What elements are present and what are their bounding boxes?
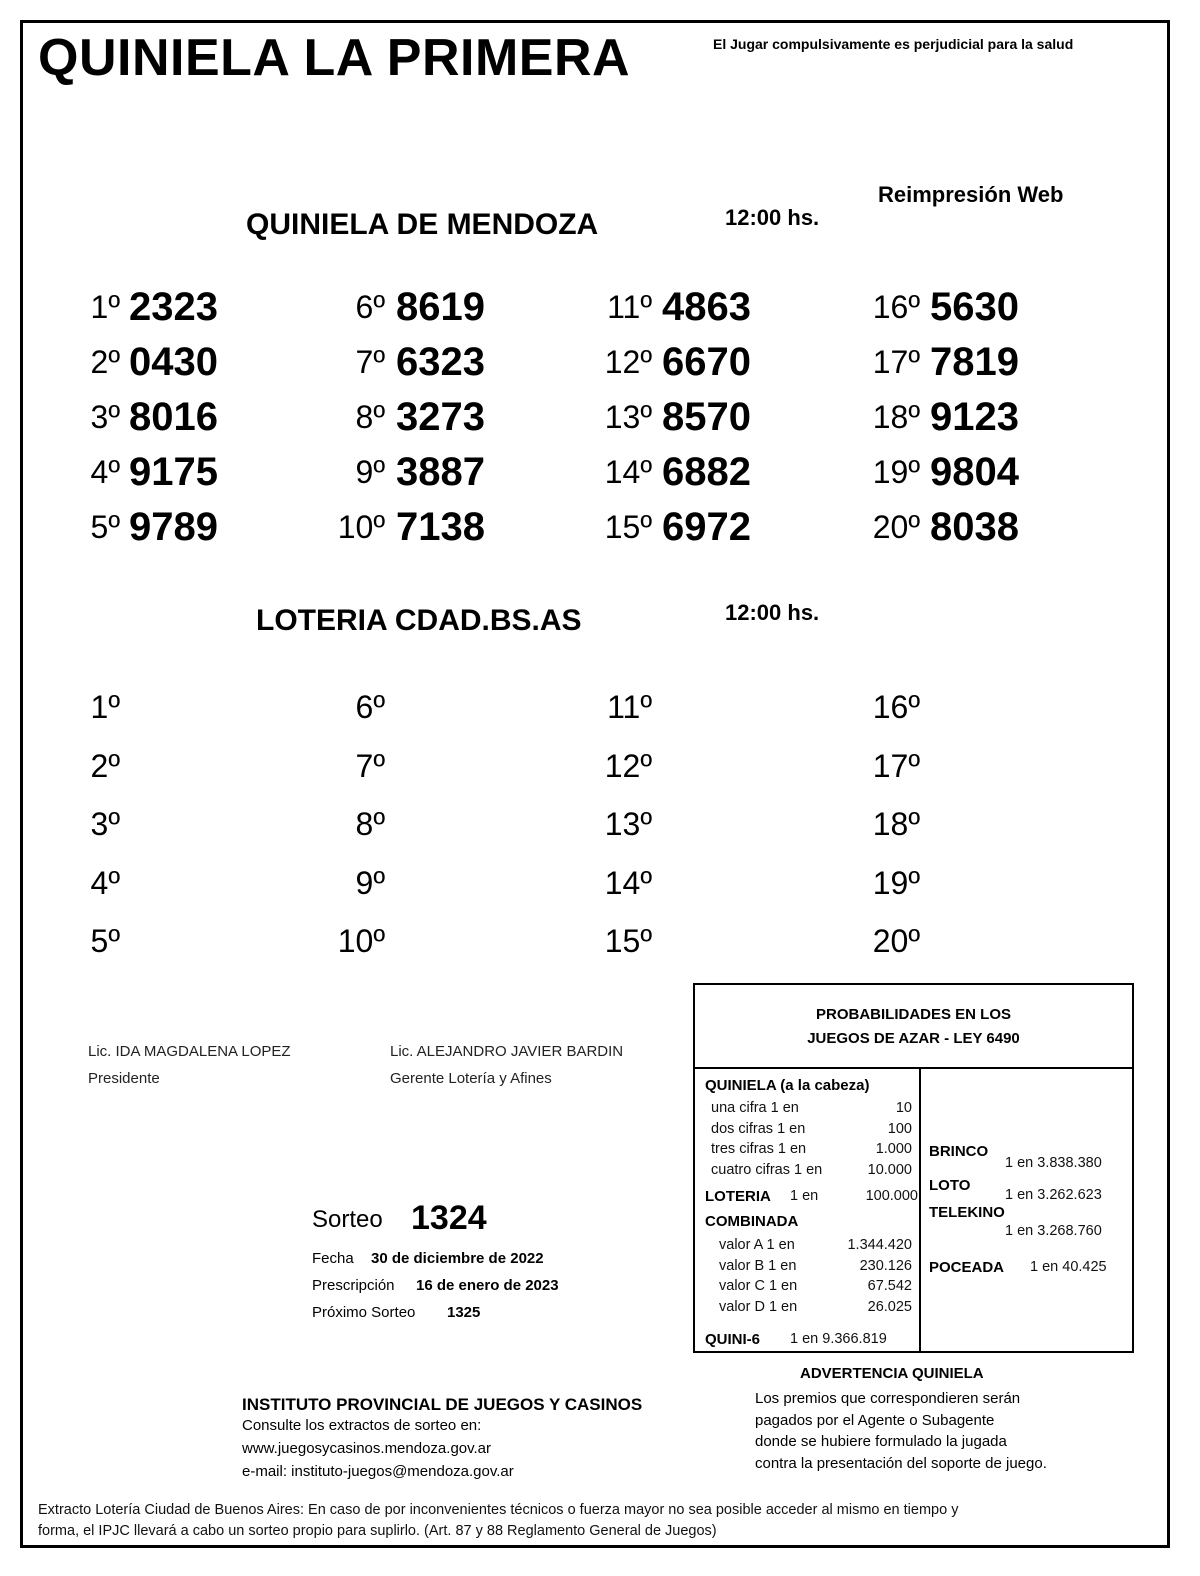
combinada-odds-row-label: valor C 1 en — [719, 1278, 798, 1294]
institute-email: e-mail: instituto-juegos@mendoza.gov.ar — [242, 1463, 514, 1480]
combinada-odds-row-label: valor B 1 en — [719, 1257, 797, 1274]
advertencia-line: contra la presentación del soporte de juego. — [755, 1454, 1047, 1472]
signature-right-name: Lic. ALEJANDRO JAVIER BARDIN — [390, 1043, 624, 1060]
loteria-odds-value: 100.000 — [865, 1188, 918, 1204]
mendoza-result-number: 0430 — [129, 340, 218, 384]
quiniela-odds-row-value: 1.000 — [875, 1141, 912, 1157]
loteria-position: 2º — [90, 747, 120, 784]
loto-odds-label: LOTO — [929, 1177, 971, 1194]
mendoza-position: 18º — [872, 399, 920, 435]
loteria-title: LOTERIA CDAD.BS.AS — [256, 604, 582, 637]
probabilities-divider — [693, 1067, 1134, 1069]
signature-right-role: Gerente Lotería y Afines — [390, 1070, 552, 1087]
signature-left-name: Lic. IDA MAGDALENA LOPEZ — [88, 1043, 291, 1060]
draw-expiry-label: Prescripción — [312, 1277, 395, 1294]
quiniela-odds-row-label: una cifra 1 en — [711, 1100, 799, 1116]
telekino-odds-value: 1 en 3.268.760 — [1005, 1223, 1102, 1239]
mendoza-result-number: 6972 — [662, 505, 751, 549]
mendoza-result-number: 2323 — [129, 285, 218, 329]
draw-expiry: 16 de enero de 2023 — [416, 1277, 559, 1294]
mendoza-result-number: 7138 — [396, 505, 485, 549]
footer-note-2: forma, el IPJC llevará a cabo un sorteo propio para suplirlo. (Art. 87 y 88 Reglamento General de Juegos) — [38, 1523, 717, 1539]
loteria-position: 8º — [355, 806, 385, 842]
combinada-odds-row-value: 1.344.420 — [847, 1237, 912, 1253]
poceada-odds-value: 1 en 40.425 — [1030, 1259, 1107, 1275]
mendoza-result-number: 4863 — [662, 285, 751, 329]
combinada-odds-row-value: 26.025 — [867, 1298, 912, 1315]
quini6-odds-value: 1 en 9.366.819 — [790, 1331, 887, 1347]
loteria-odds-label: LOTERIA — [705, 1188, 771, 1205]
advertencia-line: donde se hubiere formulado la jugada — [755, 1433, 1007, 1450]
institute-website: www.juegosycasinos.mendoza.gov.ar — [242, 1440, 492, 1457]
loteria-position: 10º — [337, 923, 385, 959]
probabilities-column-divider — [919, 1067, 921, 1353]
mendoza-result-number: 9175 — [129, 450, 218, 494]
mendoza-result-number: 3887 — [396, 450, 485, 494]
probabilities-title-2: JUEGOS DE AZAR - LEY 6490 — [807, 1030, 1020, 1047]
mendoza-result-number: 6670 — [662, 340, 751, 384]
quiniela-odds-row-value: 10.000 — [867, 1161, 912, 1178]
page-title: QUINIELA LA PRIMERA — [38, 29, 631, 87]
footer-note-1: Extracto Lotería Ciudad de Buenos Aires: En caso de por inconvenientes técnicos o fuerza mayor no sea posible acceder al mismo en tiempo y — [38, 1502, 959, 1518]
mendoza-result-number: 8038 — [930, 505, 1019, 549]
mendoza-result-number: 7819 — [930, 340, 1019, 384]
combinada-odds-row-value: 67.542 — [867, 1278, 912, 1294]
quiniela-odds-row-value: 100 — [887, 1120, 912, 1137]
mendoza-position: 20º — [872, 509, 920, 545]
loto-odds-value: 1 en 3.262.623 — [1005, 1187, 1102, 1203]
mendoza-position: 17º — [872, 344, 920, 380]
mendoza-result-number: 8619 — [396, 285, 485, 329]
mendoza-position: 6º — [355, 289, 385, 325]
advertencia-title: ADVERTENCIA QUINIELA — [800, 1365, 984, 1382]
mendoza-position: 19º — [872, 454, 920, 490]
quiniela-odds-row-value: 10 — [895, 1100, 912, 1116]
mendoza-position: 15º — [604, 509, 652, 545]
mendoza-position: 14º — [604, 454, 652, 490]
mendoza-hour: 12:00 hs. — [725, 205, 820, 230]
loteria-position: 6º — [355, 689, 385, 725]
mendoza-position: 10º — [337, 509, 385, 545]
mendoza-position: 8º — [355, 399, 385, 435]
loteria-position: 16º — [872, 689, 920, 725]
mendoza-position: 1º — [90, 289, 120, 325]
loteria-position: 19º — [872, 864, 920, 901]
combinada-odds-row-label: valor A 1 en — [719, 1237, 795, 1253]
loteria-position: 11º — [607, 689, 652, 725]
loteria-hour: 12:00 hs. — [725, 600, 820, 625]
loteria-position: 12º — [604, 747, 652, 784]
loteria-position: 15º — [604, 923, 652, 959]
mendoza-position: 7º — [355, 344, 385, 380]
loteria-position: 14º — [604, 864, 652, 901]
health-warning: El Jugar compulsivamente es perjudicial para la salud — [713, 36, 1074, 52]
next-draw-number: 1325 — [447, 1304, 481, 1321]
mendoza-position: 11º — [607, 289, 652, 325]
mendoza-result-number: 5630 — [930, 285, 1019, 329]
quiniela-odds-row-label: dos cifras 1 en — [711, 1120, 806, 1137]
loteria-position: 7º — [355, 747, 385, 784]
institute-consult: Consulte los extractos de sorteo en: — [242, 1417, 482, 1434]
loteria-position: 5º — [90, 923, 120, 959]
mendoza-position: 12º — [604, 344, 652, 380]
quiniela-odds-row-label: cuatro cifras 1 en — [711, 1161, 823, 1178]
draw-number: 1324 — [411, 1199, 487, 1237]
combinada-odds-row-label: valor D 1 en — [719, 1298, 798, 1315]
mendoza-position: 16º — [872, 289, 920, 325]
mendoza-result-number: 9789 — [129, 505, 218, 549]
combinada-odds-label: COMBINADA — [705, 1213, 799, 1230]
mendoza-position: 9º — [355, 454, 385, 490]
mendoza-position: 4º — [90, 454, 120, 490]
mendoza-position: 3º — [90, 399, 120, 435]
signature-left-role: Presidente — [88, 1070, 160, 1087]
reprint-label: Reimpresión Web — [878, 182, 1064, 207]
draw-label: Sorteo — [312, 1206, 383, 1233]
institute-name: INSTITUTO PROVINCIAL DE JUEGOS Y CASINOS — [242, 1395, 643, 1414]
advertencia-line: Los premios que correspondieren serán — [755, 1390, 1021, 1407]
loteria-position: 1º — [90, 689, 120, 725]
mendoza-result-number: 9804 — [930, 450, 1019, 494]
loteria-position: 4º — [90, 864, 120, 901]
next-draw-label: Próximo Sorteo — [312, 1304, 416, 1321]
mendoza-position: 13º — [604, 399, 652, 435]
mendoza-title: QUINIELA DE MENDOZA — [246, 208, 599, 241]
telekino-odds-label: TELEKINO — [929, 1204, 1005, 1221]
loteria-position: 13º — [604, 806, 652, 842]
quini6-odds-label: QUINI-6 — [705, 1331, 761, 1348]
loteria-position: 18º — [872, 806, 920, 842]
mendoza-result-number: 9123 — [930, 395, 1019, 439]
mendoza-result-number: 3273 — [396, 395, 485, 439]
brinco-odds-value: 1 en 3.838.380 — [1005, 1155, 1102, 1171]
quiniela-odds-label: QUINIELA (a la cabeza) — [705, 1077, 870, 1094]
loteria-odds-text: 1 en — [790, 1188, 819, 1204]
loteria-position: 17º — [872, 747, 920, 784]
probabilities-title-1: PROBABILIDADES EN LOS — [815, 1006, 1011, 1023]
mendoza-result-number: 6882 — [662, 450, 751, 494]
poceada-odds-label: POCEADA — [929, 1259, 1005, 1276]
mendoza-result-number: 8016 — [129, 395, 218, 439]
loteria-position: 9º — [355, 864, 385, 901]
advertencia-line: pagados por el Agente o Subagente — [755, 1411, 995, 1429]
mendoza-position: 5º — [90, 509, 120, 545]
mendoza-result-number: 6323 — [396, 340, 485, 384]
combinada-odds-row-value: 230.126 — [859, 1257, 912, 1274]
brinco-odds-label: BRINCO — [929, 1143, 989, 1160]
quiniela-odds-row-label: tres cifras 1 en — [711, 1141, 807, 1157]
mendoza-position: 2º — [90, 344, 120, 380]
mendoza-result-number: 8570 — [662, 395, 751, 439]
draw-date: 30 de diciembre de 2022 — [371, 1250, 544, 1267]
loteria-position: 20º — [872, 923, 920, 959]
draw-date-label: Fecha — [312, 1250, 354, 1267]
loteria-position: 3º — [90, 806, 120, 842]
